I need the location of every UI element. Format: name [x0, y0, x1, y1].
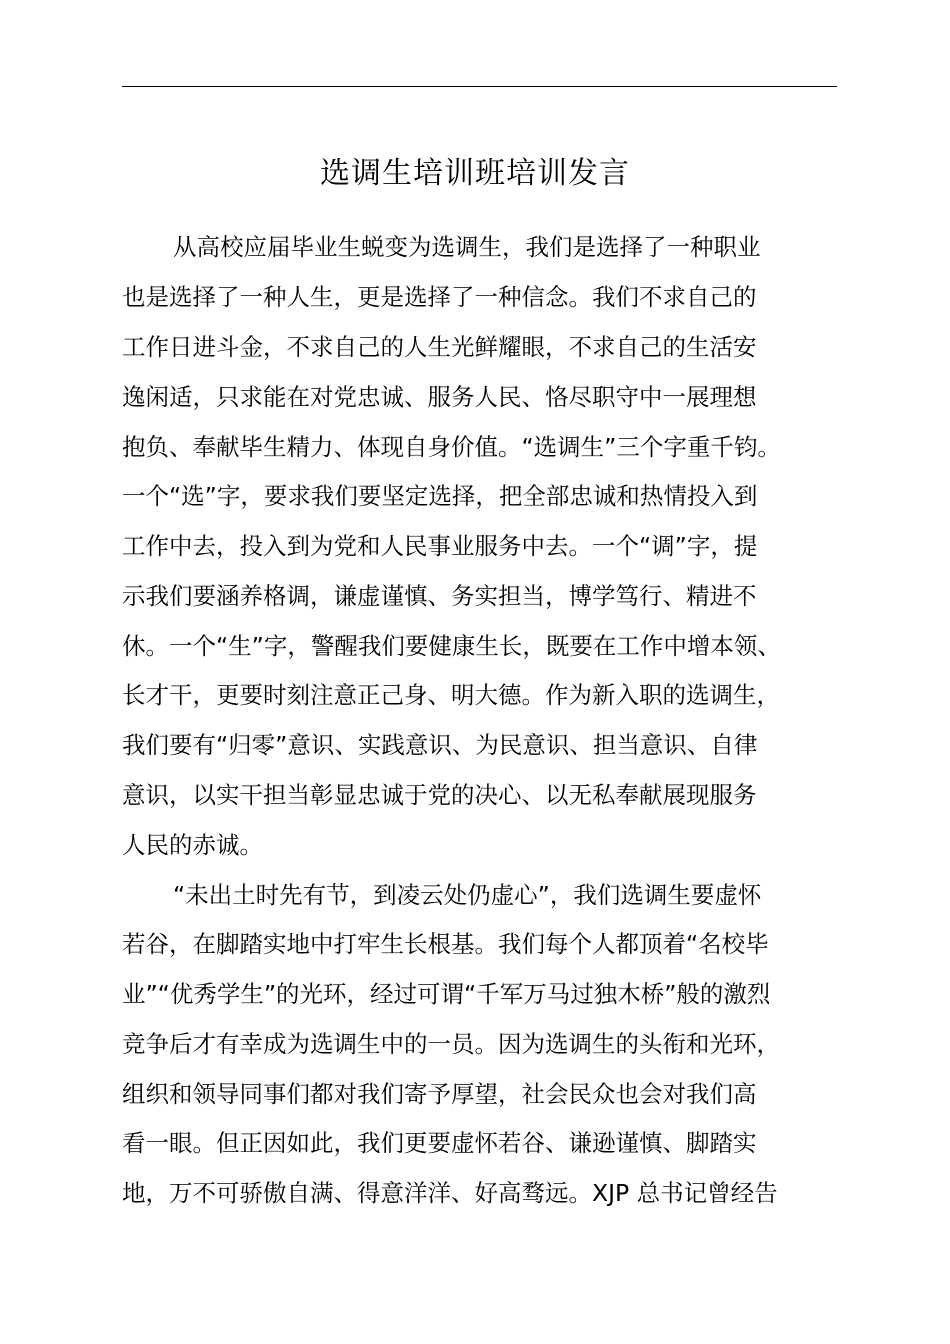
paragraph-line: 工作中去，投入到为党和人民事业服务中去。一个“调”字，提 [122, 532, 758, 560]
paragraph-line: 竞争后才有幸成为选调生中的一员。因为选调生的头衔和光环， [122, 1030, 780, 1058]
paragraph-line: 我们要有“归零”意识、实践意识、为民意识、担当意识、自律 [122, 731, 758, 759]
paragraph-line: 逸闲适，只求能在对党忠诚、服务人民、恪尽职守中一展理想 [122, 383, 757, 411]
paragraph-line: 意识，以实干担当彰显忠诚于党的决心、以无私奉献展现服务 [122, 781, 757, 809]
paragraph-line: 人民的赤诚。 [122, 831, 263, 859]
paragraph-line: “未出土时先有节，到凌云处仍虚心”，我们选调生要虚怀 [173, 881, 762, 909]
paragraph-line: 若谷，在脚踏实地中打牢生长根基。我们每个人都顶着“名校毕 [122, 930, 769, 958]
paragraph-line: 一个“选”字，要求我们要坚定选择，把全部忠诚和热情投入到 [122, 482, 758, 510]
paragraph-line: 示我们要涵养格调，谦虚谨慎、务实担当，博学笃行、精进不 [122, 582, 757, 610]
paragraph-line: 休。一个“生”字，警醒我们要健康生长，既要在工作中增本领、 [122, 632, 781, 660]
paragraph-line: 工作日进斗金，不求自己的人生光鲜耀眼，不求自己的生活安 [122, 333, 757, 361]
paragraph-line: 长才干，更要时刻注意正己身、明大德。作为新入职的选调生， [122, 681, 780, 709]
header-rule [122, 86, 837, 87]
paragraph-line: 地，万不可骄傲自满、得意洋洋、好高骛远。XJP 总书记曾经告 [122, 1179, 778, 1207]
paragraph-line: 看一眼。但正因如此，我们更要虚怀若谷、谦逊谨慎、脚踏实 [122, 1129, 757, 1157]
paragraph-line: 组织和领导同事们都对我们寄予厚望，社会民众也会对我们高 [122, 1080, 757, 1108]
paragraph-line: 也是选择了一种人生，更是选择了一种信念。我们不求自己的 [122, 283, 757, 311]
paragraph-line: 从高校应届毕业生蜕变为选调生，我们是选择了一种职业 [173, 233, 761, 261]
paragraph-line: 抱负、奉献毕生精力、体现自身价值。“选调生”三个字重千钧。 [122, 433, 781, 461]
document-title: 选调生培训班培训发言 [320, 156, 630, 191]
paragraph-line: 业”“优秀学生”的光环，经过可谓“千军万马过独木桥”般的激烈 [122, 980, 771, 1008]
